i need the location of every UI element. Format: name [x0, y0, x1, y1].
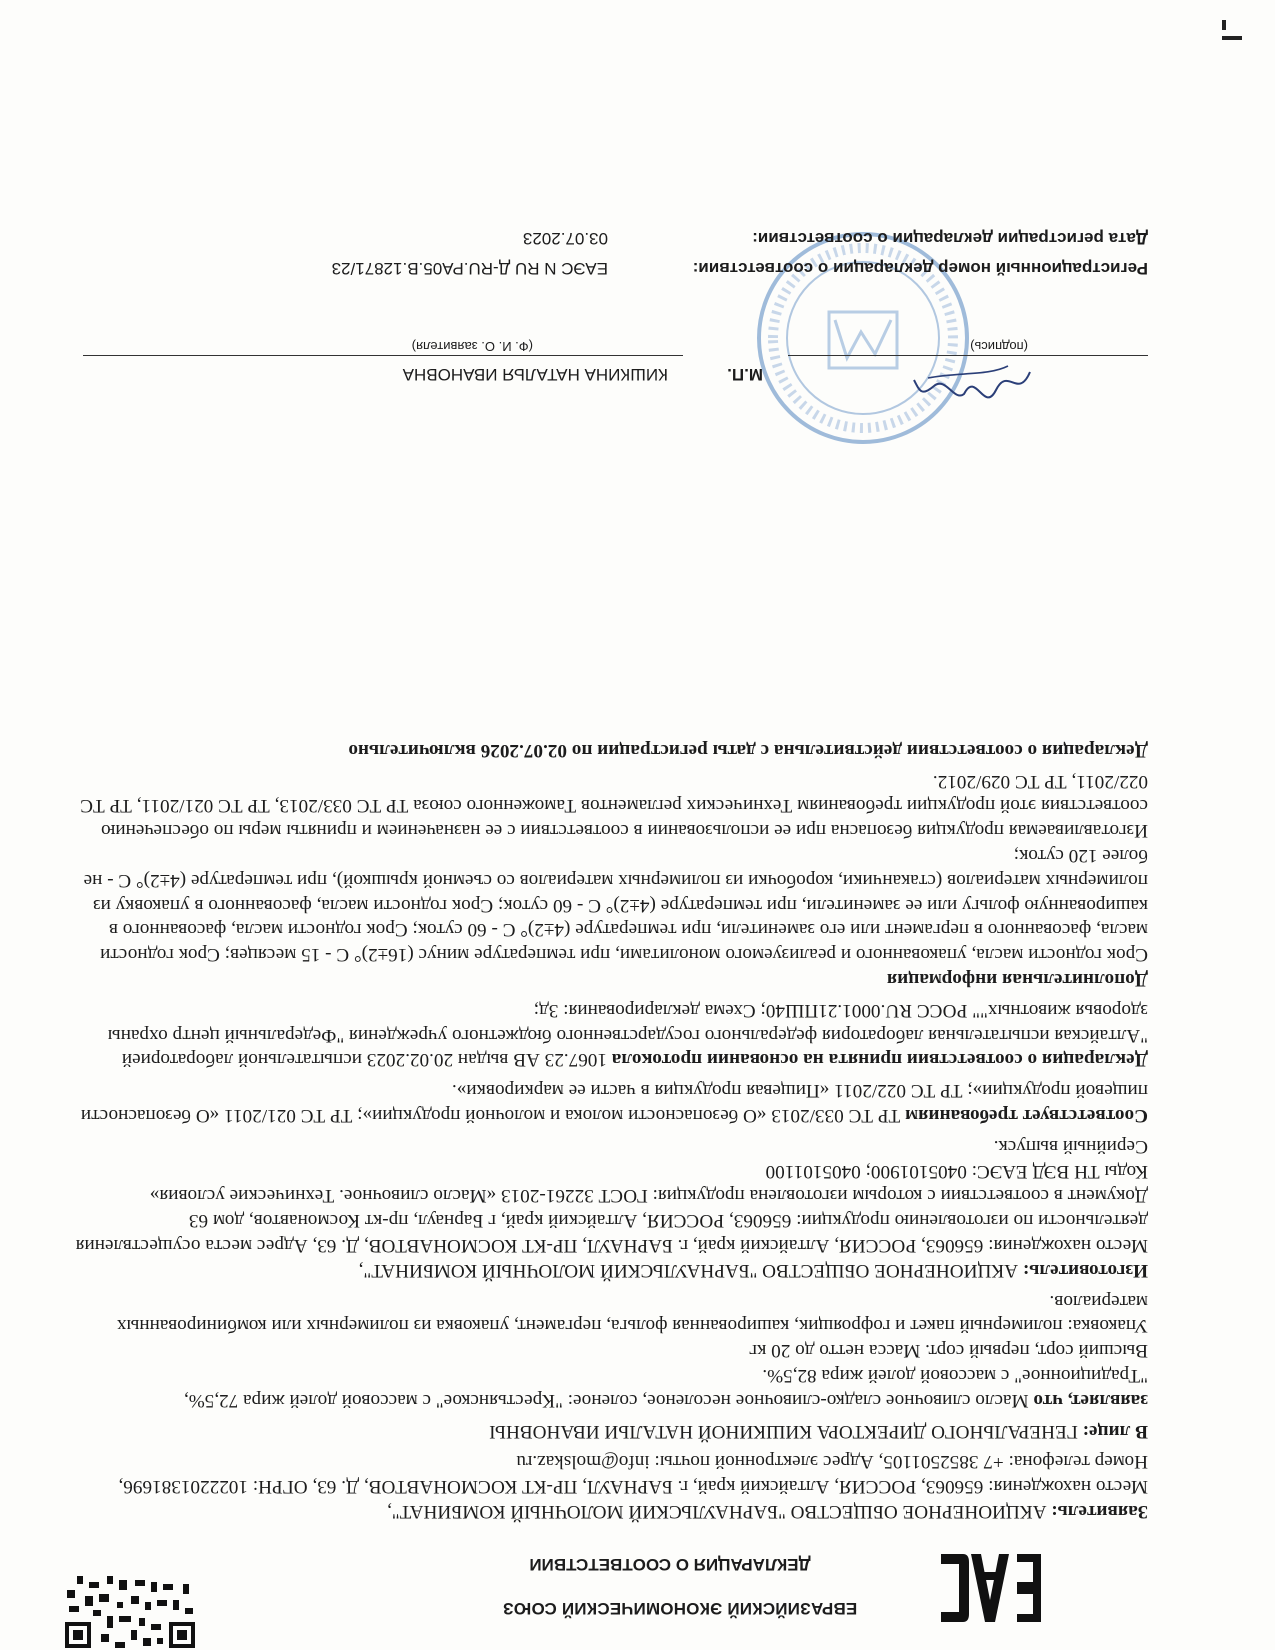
declares-packaging: Упаковка: полимерный пакет и гофроящик, кашированная фольга, пергамент, упаковка из полимерных или комбинированных материалов. — [116, 1290, 1148, 1337]
registration-number-value: ЕАЭС N RU Д-RU.РА05.В.12871/23 — [331, 259, 608, 278]
manufacturer-name: АКЦИОНЕРНОЕ ОБЩЕСТВО "БАРНАУЛЬСКИЙ МОЛОЧНЫЙ КОМБИНАТ", — [358, 1259, 1019, 1281]
represented-by-label: В лице: — [1082, 1420, 1148, 1442]
declaration-body — [73, 737, 1148, 1523]
declares-product: Масло сливочное сладко-сливочное несоленое, соленое: "Крестьянское" с массовой долей жира 72,5%, "Традиционное" с массовой долей жира 82,5%. — [183, 1365, 1148, 1411]
signature-caption: (подпись) — [970, 339, 1028, 354]
release-type: Серийный выпуск. — [993, 1135, 1148, 1157]
safety-text: Изготавливаемая продукция безопасна при ее использовании в соответствии с ее назначением и приняты меры по обеспечению соответствия этой продукции требованиям Технических регламентов Таможенного союза ТР ТС 033/2013, ТР ТС 021/2011, ТР ТС 022/2011, ТР ТС 029/2012. — [80, 770, 1148, 842]
declares-label: заявляет, что — [1033, 1389, 1148, 1411]
eac-logo — [935, 1550, 1045, 1626]
conformity-label: Соответствует требованиям — [905, 1105, 1148, 1127]
handwritten-signature — [908, 358, 1038, 406]
registration-date-row — [73, 218, 1148, 248]
applicant-section — [73, 1498, 1148, 1523]
registration-date-label: Дата регистрации декларации о соответствии: — [752, 229, 1148, 248]
union-title: ЕВРАЗИЙСКИЙ ЭКОНОМИЧЕСКИЙ СОЮЗ — [502, 1599, 858, 1618]
document-title: ДЕКЛАРАЦИЯ О СООТВЕТСТВИИ — [529, 1555, 811, 1574]
tn-ved-codes: Коды ТН ВЭД ЕАЭС: 0405101900; 0405101100 — [765, 1160, 1148, 1182]
basis-section — [73, 997, 1148, 1071]
applicant-address: Место нахождения: 656063, РОССИЯ, Алтайский край, г. БАРНАУЛ, ПР-КТ КОСМОНАВТОВ, Д. 63, ОГРН: 1022201381696, Номер телефона: +7 3852501105, Адрес электронной почты: info@molskaz.ru — [118, 1451, 1148, 1498]
basis-label: Декларация о соответствии принята на основании протокола — [611, 1049, 1148, 1071]
manufacturer-label: Изготовитель: — [1022, 1259, 1148, 1281]
basis-value: 1067.23 АВ выдан 20.02.2023 испытательной лабораторией "Алтайская испытательная лаборатория федерального государственного бюджетного учреждения "Федеральный центр охраны здоровья животных"" РОСС RU.0001.21ПШ40; Схема декларирования: 3д; — [107, 999, 1148, 1071]
represented-by-section — [73, 1418, 1148, 1443]
corner-mark — [1222, 14, 1242, 54]
manufacturer-section — [73, 1257, 1148, 1282]
registration-number-row — [73, 248, 1148, 278]
name-caption: (Ф. И. О. заявителя) — [411, 339, 533, 354]
registration-date-value: 03.07.2023 — [522, 229, 608, 248]
shelf-life-text: Срок годности масла, упакованного и реализуемого монолитами, при температуре минус (16±2)° С - 15 месяцев; Срок годности масла, фасованного в пергамент или его заменители, при температуре (4±2)° С - 60 суток; Срок годности масла, фасованного в кашированную фольгу или ее заменители, при температуре (4±2)° С - 60 суток; Срок годности масла, фасованного в упаковку из полимерных материалов (стаканчики, коробочки из полимерных материалов со съемной крышкой), при температуре (4±2)° С - не более 120 суток; — [83, 845, 1148, 966]
applicant-label: Заявитель: — [1051, 1501, 1148, 1522]
registration-block — [73, 218, 1148, 278]
declares-section — [73, 1362, 1148, 1412]
represented-by-value: ГЕНЕРАЛЬНОГО ДИРЕКТОРА КИШКИНОЙ НАТАЛЬИ ИВАНОВНЫ — [489, 1420, 1078, 1442]
applicant-name: АКЦИОНЕРНОЕ ОБЩЕСТВО "БАРНАУЛЬСКИЙ МОЛОЧНЫЙ КОМБИНАТ", — [387, 1501, 1047, 1522]
conformity-value: ТР ТС 033/2013 «О безопасности молока и молочной продукции»; ТР ТС 021/2011 «О безопасности пищевой продукции»; ТР ТС 022/2011 «Пищевая продукция в части ее маркировки». — [80, 1080, 1148, 1127]
signer-name: КИШКИНА НАТАЛЬЯ ИВАНОВНА — [402, 365, 668, 384]
stamp-label: М.П. — [727, 365, 763, 384]
qr-code — [57, 1572, 197, 1650]
additional-info-title: Дополнительная информация — [886, 969, 1148, 991]
name-line — [83, 355, 683, 356]
validity-text: Декларация о соответствии действительна с даты регистрации по 02.07.2026 включительно — [348, 739, 1148, 761]
manufacturer-standard: Документ в соответствии с которым изготовлена продукция: ГОСТ 32261-2013 «Масло сливочное. Технические условия» — [149, 1185, 1148, 1207]
declares-grade: Высший сорт, первый сорт. Масса нетто до 20 кг — [749, 1340, 1148, 1362]
registration-number-label: Регистрационный номер декларации о соответствии: — [692, 259, 1148, 278]
signature-line — [788, 355, 1148, 356]
manufacturer-address: Место нахождения: 656063, РОССИЯ, Алтайский край, г. БАРНАУЛ, ПР-КТ КОСМОНАВТОВ, Д. 63, Адрес места осуществления деятельности по изготовлению продукции: 656063, РОССИЯ, Алтайский край, г Барнаул, пр-кт Космонавтов, дом 63 — [75, 1210, 1148, 1257]
conformity-section — [73, 1077, 1148, 1127]
signature-area — [73, 280, 1148, 400]
